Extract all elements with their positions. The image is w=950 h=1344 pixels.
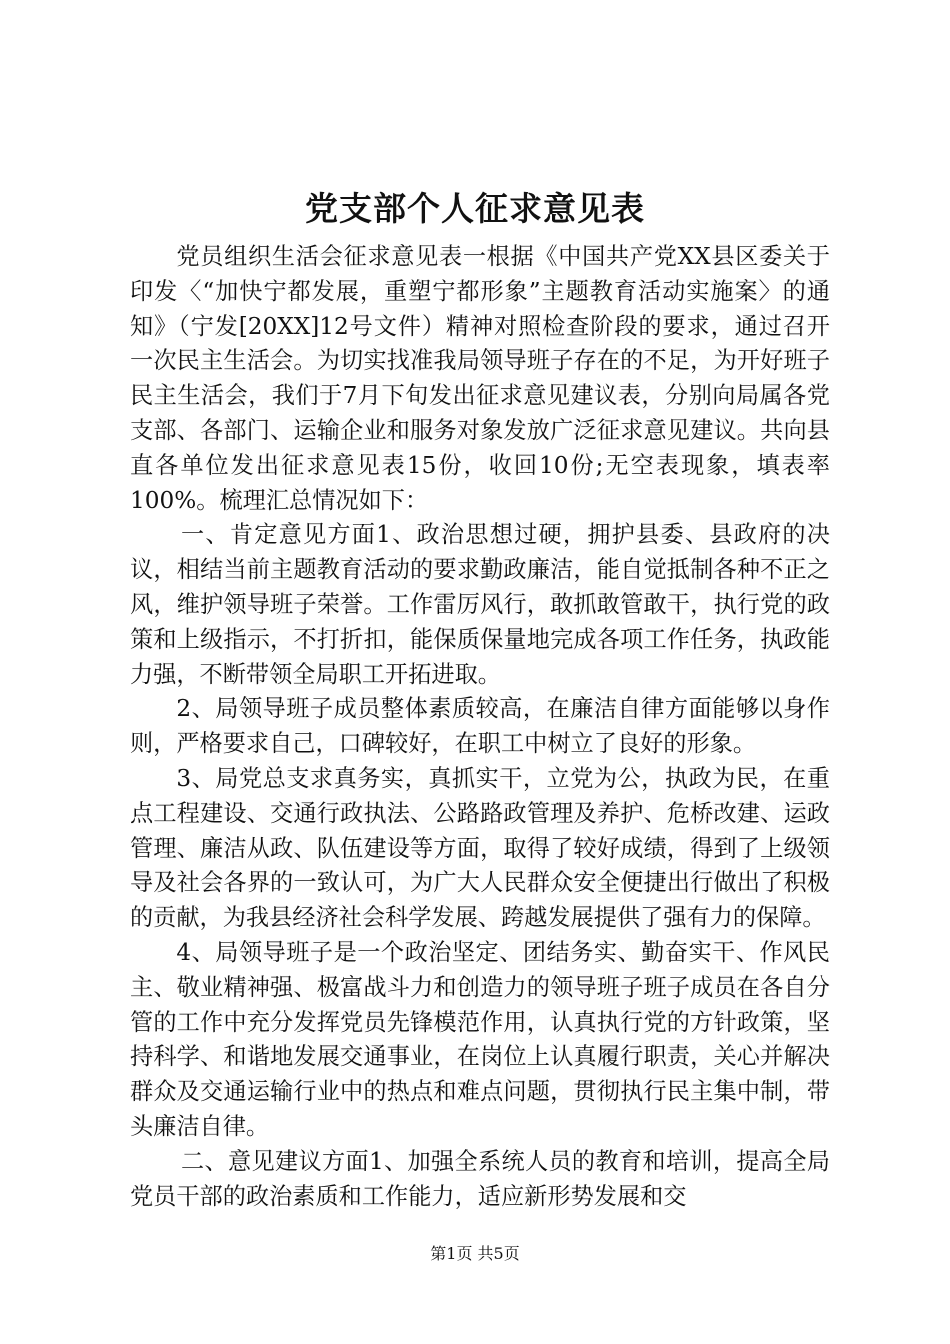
page-number-footer: 第1页 共5页 xyxy=(430,1244,520,1263)
paragraph-item-3: 3、局党总支求真务实，真抓实干，立党为公，执政为民，在重点工程建设、交通行政执法、公路路政管理及养护、危桥改建、运政管理、廉洁从政、队伍建设等方面，取得了较好成绩，得到了上级领导及社会各界的一致认可，为广大人民群众安全便捷出行做出了积极的贡献，为我县经济社会科学发展、跨越发展提供了强有力的保障。 xyxy=(130,764,830,932)
paragraph-positive-opinions: 一、肯定意见方面1、政治思想过硬，拥护县委、县政府的决议，相结当前主题教育活动的要求勤政廉洁，能自觉抵制各种不正之风，维护领导班子荣誉。工作雷厉风行，敢抓敢管敢干，执行党的政策和上级指示，不打折扣，能保质保量地完成各项工作任务，执政能力强，不断带领全局职工开拓进取。 xyxy=(130,521,830,688)
paragraph-item-2: 2、局领导班子成员整体素质较高，在廉洁自律方面能够以身作则，严格要求自己，口碑较好，在职工中树立了良好的形象。 xyxy=(130,695,830,758)
paragraph-item-4: 4、局领导班子是一个政治坚定、团结务实、勤奋实干、作风民主、敬业精神强、极富战斗力和创造力的领导班子班子成员在各自分管的工作中充分发挥党员先锋模范作用，认真执行党的方针政策，坚持科学、和谐地发展交通事业，在岗位上认真履行职责，关心并解决群众及交通运输行业中的热点和难点问题，贯彻执行民主集中制，带头廉洁自律。 xyxy=(130,938,830,1140)
paragraph-intro: 党员组织生活会征求意见表一根据《中国共产党XX县区委关于印发〈“加快宁都发展，重塑宁都形象”主题教育活动实施案〉的通知》（宁发[20XX]12号文件）精神对照检查阶段的要求，通过召开一次民主生活会。为切实找准我局领导班子存在的不足，为开好班子民主生活会，我们于7月下旬发出征求意见建议表，分别向局属各党支部、各部门、运输企业和服务对象发放广泛征求意见建议。共向县直各单位发出征求意见表15份，收回10份;无空表现象，填表率100%。梳理汇总情况如下： xyxy=(130,243,830,514)
document-body xyxy=(130,240,830,1214)
document-title: 党支部个人征求意见表 xyxy=(305,189,645,228)
paragraph-suggestions: 二、意见建议方面1、加强全系统人员的教育和培训，提高全局党员干部的政治素质和工作能力，适应新形势发展和交 xyxy=(130,1147,830,1210)
